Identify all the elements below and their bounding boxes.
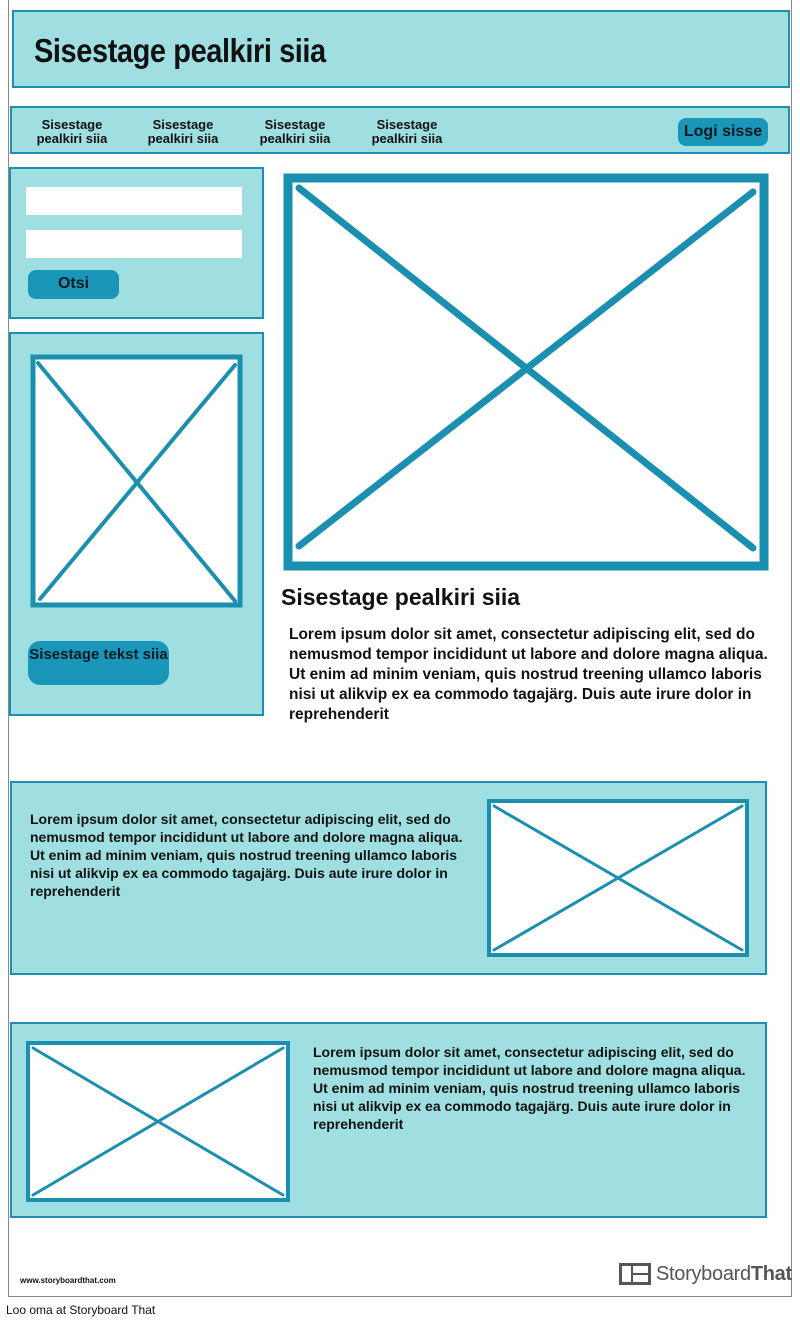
footer-note: Loo oma at Storyboard That (6, 1303, 156, 1317)
content-title: Sisestage pealkiri siia (281, 584, 521, 610)
brand-name-part2: That (750, 1262, 792, 1285)
login-button[interactable]: Logi sisse (678, 118, 768, 146)
image-placeholder-icon (30, 353, 243, 609)
header-bar (12, 10, 790, 88)
nav-item-2[interactable]: Sisestage pealkiri siia (147, 117, 219, 146)
search-button[interactable]: Otsi (28, 270, 119, 299)
content-paragraph: Lorem ipsum dolor sit amet, consectetur adipiscing elit, sed do nemusmod tempor incididunt ut labore and dolore magna aliqua. Ut enim ad minim veniam, quis nostrud treening ullamco laboris nisi ut alikvip ex ea commodo tagajärg. Duis aute irure dolor in reprehenderit (289, 626, 768, 723)
section-lower-paragraph: Lorem ipsum dolor sit amet, consectetur adipiscing elit, sed do nemusmod tempor incididunt ut labore and dolore magna aliqua. Ut enim ad minim veniam, quis nostrud treening ullamco laboris nisi ut alikvip ex ea commodo tagajärg. Duis aute irure dolor in reprehenderit (313, 1044, 746, 1132)
brand-name (656, 1263, 792, 1286)
nav-item-4[interactable]: Sisestage pealkiri siia (371, 117, 443, 146)
section-middle-paragraph: Lorem ipsum dolor sit amet, consectetur adipiscing elit, sed do nemusmod tempor incididunt ut labore and dolore magna aliqua. Ut enim ad minim veniam, quis nostrud treening ullamco laboris nisi ut alikvip ex ea commodo tagajärg. Duis aute irure dolor in reprehenderit (30, 811, 463, 899)
site-url[interactable]: www.storyboardthat.com (20, 1276, 116, 1285)
image-placeholder-icon (25, 1040, 291, 1203)
image-placeholder-icon (283, 172, 771, 572)
brand-name-part1: Storyboard (656, 1262, 751, 1285)
page-title: Sisestage pealkiri siia (34, 32, 326, 69)
nav-item-3[interactable]: Sisestage pealkiri siia (259, 117, 331, 146)
nav-item-1[interactable]: Sisestage pealkiri siia (36, 117, 108, 146)
search-input-secondary[interactable] (26, 230, 242, 258)
brand[interactable] (618, 1261, 792, 1287)
side-text-button[interactable]: Sisestage tekst siia (28, 641, 169, 685)
search-input-primary[interactable] (26, 187, 242, 215)
storyboardthat-logo-icon (618, 1262, 652, 1286)
image-placeholder-icon (486, 798, 750, 958)
